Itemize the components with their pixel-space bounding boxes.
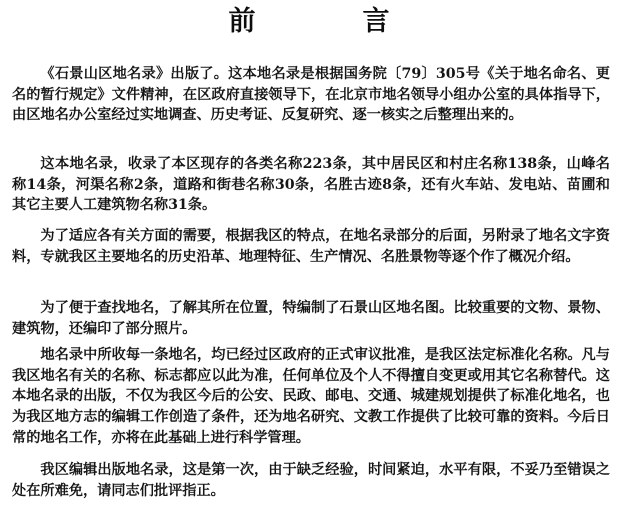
page-title: 前 言 [228, 6, 430, 37]
paragraph-appendix: 为了适应各有关方面的需要，根据我区的特点，在地名录部分的后面，另附录了地名文字资料，专就我区主要地名的历史沿革、地理特征、生产情况、名胜景物等逐个作了概况介绍。 [12, 228, 610, 265]
paragraph-map-and-photos: 为了便于查找地名，了解其所在位置，特编制了石景山区地名图。比较重要的文物、景物、建筑物，还编印了部分照片。 [12, 300, 610, 337]
paragraph-closing: 我区编辑出版地名录，这是第一次，由于缺乏经验，时间紧迫，水平有限，不妥乃至错误之处在所难免，请同志们批评指正。 [12, 462, 610, 499]
paragraph-publication-intro: 《石景山区地名录》出版了。这本地名录是根据国务院〔79〕305号《关于地名命名、更名的暂行规定》文件精神，在区政府直接领导下，在北京市地名领导小组办公室的具体指导下，由区地名办公室经过实地调查、历史考证、反复研究、逐一核实之后整理出来的。 [12, 66, 610, 124]
paragraph-standardization: 地名录中所收每一条地名，均已经过区政府的正式审议批准，是我区法定标准化名称。凡与我区地名有关的名称、标志都应以此为准，任何单位及个人不得擅自变更或用其它名称替代。这本地名录的出版，不仅为我区今后的公安、民政、邮电、交通、城建规划提供了标准化地名，也为我区地方志的编辑工作创造了条件，还为地名研究、文教工作提供了比较可靠的资料。今后日常的地名工作，亦将在此基础上进行科学管理。 [12, 347, 610, 446]
paragraph-name-counts: 这本地名录，收录了本区现存的各类名称223条，其中居民区和村庄名称138条，山峰名称14条，河渠名称2条，道路和街巷名称30条，名胜古迹8条，还有火车站、发电站、苗圃和其它主要人工建筑物名称31条。 [12, 156, 610, 214]
